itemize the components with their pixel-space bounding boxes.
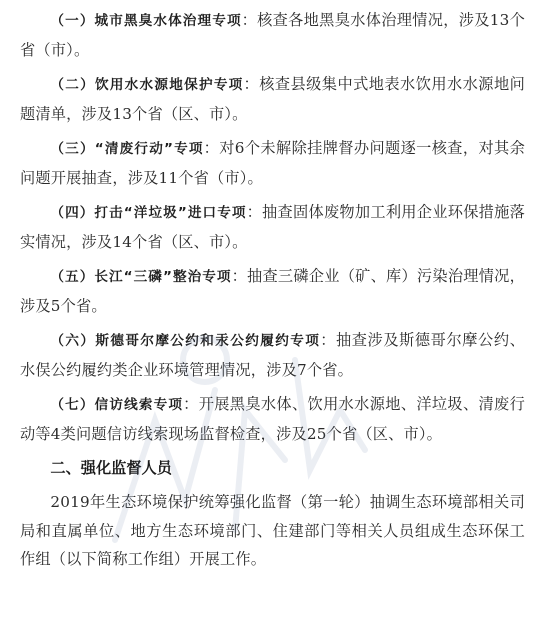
item-3-lead: （三）“清废行动”专项 [50, 141, 204, 157]
item-3 [20, 134, 525, 192]
item-1 [20, 6, 525, 64]
item-7-text: ：开展黑臭水体、饮用水水源地、洋垃圾、清废行动等4类问题信访线索现场监督检查，涉及25个省（区、市）。 [20, 395, 525, 443]
item-3-text: ：对6个未解除挂牌督办问题逐一核查，对其余问题开展抽查，涉及11个省（市）。 [20, 139, 525, 187]
item-4-text: ：抽查固体废物加工利用企业环保措施落实情况，涉及14个省（区、市）。 [20, 203, 525, 251]
item-6-text: ：抽查涉及斯德哥尔摩公约、水俣公约履约类企业环境管理情况，涉及7个省。 [20, 331, 525, 379]
item-7 [20, 390, 525, 448]
item-6 [20, 326, 525, 384]
item-5-lead: （五）长江“三磷”整治专项 [50, 269, 232, 285]
item-5-text: ：抽查三磷企业（矿、库）污染治理情况，涉及5个省。 [20, 267, 525, 315]
section-heading: 二、强化监督人员 [50, 459, 172, 477]
item-1-text: ：核查各地黑臭水体治理情况，涉及13个省（市）。 [20, 11, 525, 59]
item-6-lead: （六）斯德哥尔摩公约和汞公约履约专项 [50, 333, 321, 349]
item-4-lead: （四）打击“洋垃圾”进口专项 [50, 205, 247, 221]
item-1-lead: （一）城市黑臭水体治理专项 [50, 13, 242, 29]
item-4 [20, 198, 525, 256]
section-body: 2019年生态环境保护统筹强化监督（第一轮）抽调生态环境部相关司局和直属单位、地方生态环境部门、住建部门等相关人员组成生态环保工作组（以下简称工作组）开展工作。 [20, 493, 525, 568]
item-2 [20, 70, 525, 128]
item-2-text: ：核查县级集中式地表水饮用水水源地问题清单，涉及13个省（区、市）。 [20, 75, 526, 123]
item-2-lead: （二）饮用水水源地保护专项 [50, 77, 244, 93]
item-5 [20, 262, 525, 320]
item-7-lead: （七）信访线索专项 [50, 397, 184, 413]
